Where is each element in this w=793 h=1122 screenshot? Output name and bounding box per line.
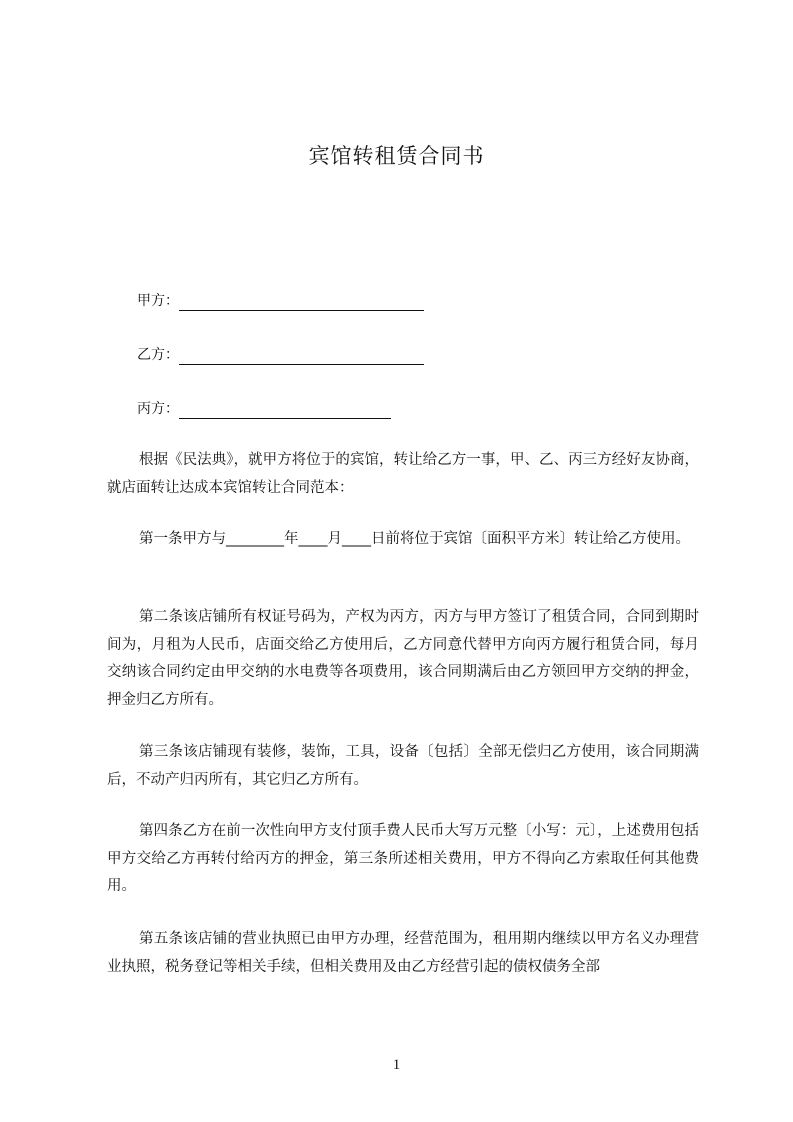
party-a-blank <box>179 295 424 311</box>
paragraph-article-1: 第一条甲方与________年____月____日前将位于宾馆〔面积平方米〕转让给乙方使用。 <box>139 531 690 547</box>
party-c-label: 丙方： <box>137 401 179 417</box>
party-c-line <box>137 399 391 419</box>
party-c-blank <box>179 403 391 419</box>
party-a-label: 甲方： <box>137 293 179 309</box>
document-title: 宾馆转租赁合同书 <box>308 144 485 168</box>
paragraph-article-4: 第四条乙方在前一次性向甲方支付顶手费人民币大写万元整〔小写：元〕，上述费用包括甲方交给乙方再转付给丙方的押金，第三条所述相关费用，甲方不得向乙方索取任何其他费用。 <box>107 823 699 894</box>
party-b-line <box>137 345 424 365</box>
party-b-blank <box>179 349 424 365</box>
party-a-line <box>137 291 424 311</box>
paragraph-article-3: 第三条该店铺现有装修，装饰，工具，设备〔包括〕全部无偿归乙方使用，该合同期满后，不动产归丙所有，其它归乙方所有。 <box>107 744 699 788</box>
page-number: 1 <box>392 1057 401 1073</box>
party-b-label: 乙方： <box>137 347 179 363</box>
paragraph-preamble: 根据《民法典》，就甲方将位于的宾馆，转让给乙方一事，甲、乙、丙三方经好友协商，就店面转让达成本宾馆转让合同范本： <box>107 452 699 496</box>
paragraph-article-5: 第五条该店铺的营业执照已由甲方办理，经营范围为，租用期内继续以甲方名义办理营业执照，税务登记等相关手续，但相关费用及由乙方经营引起的债权债务全部 <box>107 931 699 975</box>
paragraph-article-2: 第二条该店铺所有权证号码为，产权为丙方，丙方与甲方签订了租赁合同，合同到期时间为，月租为人民币，店面交给乙方使用后，乙方同意代替甲方向丙方履行租赁合同，每月交纳该合同约定由甲交纳的水电费等各项费用，该合同期满后由乙方领回甲方交纳的押金，押金归乙方所有。 <box>107 609 699 708</box>
